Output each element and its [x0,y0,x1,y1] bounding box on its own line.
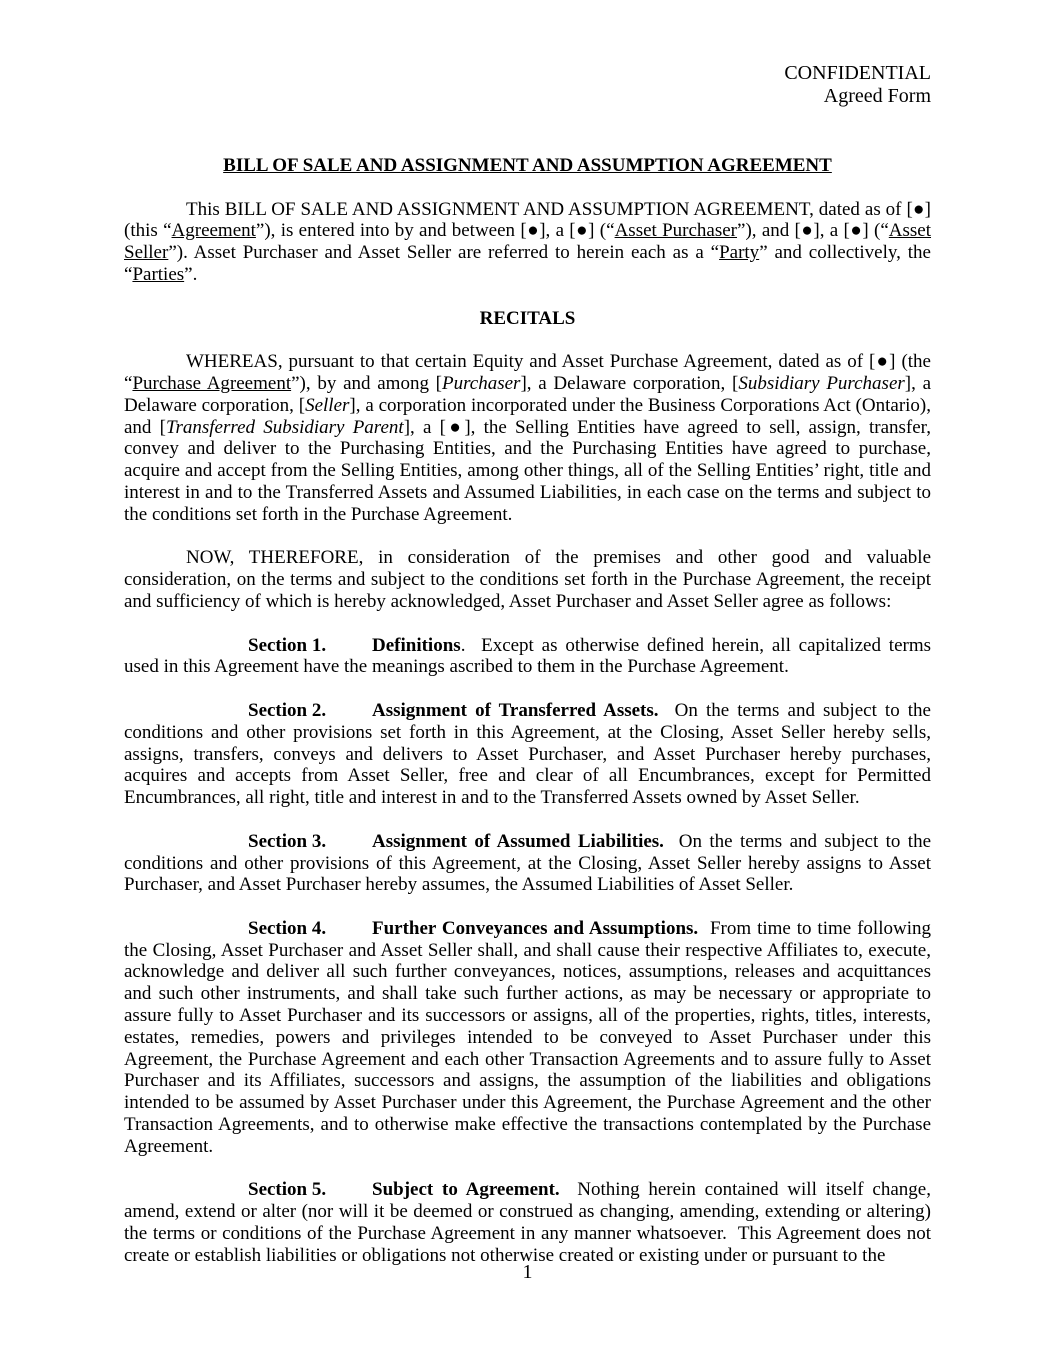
section-number: Section 3. [248,830,327,852]
page-number: 1 [522,1261,533,1283]
text-run: ”. [184,263,198,285]
section-heading: Subject to Agreement. [372,1179,560,1201]
text-run: ], a Delaware corporation, [ [124,372,932,416]
text-run: WHEREAS, pursuant to that certain Equity and Asset Purchase Agreement, dated as of [●] (the “ [124,351,931,394]
section-heading: Assignment of Assumed Liabilities. [372,830,664,852]
section-3 [124,830,936,896]
document-body [124,155,936,1288]
text-run: ], a corporation incorporated under the Business Corporations Act (Ontario), and [ [124,394,932,438]
whereas-paragraph [124,351,931,525]
defined-term: Party [719,242,760,264]
section-heading: Assignment of Transferred Assets. [372,699,659,721]
text-run: ” and collectively, the “ [124,242,931,285]
intro-paragraph [124,199,931,286]
defined-term: Purchase Agreement [132,372,292,394]
placeholder-name: Transferred Subsidiary Parent [165,416,404,438]
section-number: Section 5. [248,1179,327,1201]
section-body: Nothing herein contained will itself change, amend, extend or alter (nor will it be deemed or construed as changing, amending, extending or altering) the terms or conditions of the Purchase Agreement in any manner whatsoever. This Agreement does not create or establish liabilities or obligations not otherwise created or existing under or pursuant to the [124,1179,936,1266]
defined-term: Parties [132,263,185,285]
section-heading: Further Conveyances and Assumptions. [372,917,699,939]
recitals-section [124,351,931,613]
confidential-label: CONFIDENTIAL [784,62,931,84]
section-heading: Definitions [372,634,461,656]
sections-list [124,634,936,1267]
section-4 [124,917,936,1158]
section-body: . Except as otherwise defined herein, all capitalized terms used in this Agreement have the meanings ascribed to them in the Purchase Agreement. [124,634,936,678]
section-5 [124,1179,936,1266]
text-run: ”). Asset Purchaser and Asset Seller are referred to herein each as a “ [168,242,720,264]
now-therefore-paragraph [124,547,931,612]
section-body: On the terms and subject to the conditions and other provisions of this Agreement, at the Closing, Asset Seller hereby assigns to Asset Purchaser, and Asset Purchaser hereby assumes, the Assumed Liabilities of Asset Seller. [124,830,936,896]
text-run: ”), and [●], a [●] (“ [737,220,889,242]
recitals-heading: RECITALS [479,307,576,329]
placeholder-name: Subsidiary Purchaser [738,372,905,394]
placeholder-name: Seller [305,394,350,416]
text-run: ”), by and among [ [291,372,442,394]
section-number: Section 4. [248,917,327,939]
defined-term: Asset Purchaser [614,220,738,242]
text-run: ], a [●], the Selling Entities have agreed to sell, assign, transfer, convey and deliver to the Purchasing Entities, and the Purchasing Entities have agreed to purchase, acquire and accept from the Selling Entities, among other things, all of the Selling Entities’ right, title and interest in and to the Transferred Assets and Assumed Liabilities, in each case on the terms and subject to the conditions set forth in the Purchase Agreement. [124,416,931,525]
placeholder-name: Purchaser [442,372,521,394]
section-body: On the terms and subject to the conditions and other provisions set forth in this Agreement, at the Closing, Asset Seller hereby sells, assigns, transfers, conveys and delivers to Asset Purchaser, and Asset Purchaser hereby purchases, acquires and accepts from Asset Seller, free and clear of all Encumbrances, except for Permitted Encumbrances, all right, title and interest in and to the Transferred Assets owned by Asset Seller. [124,699,936,809]
text-run: This BILL OF SALE AND ASSIGNMENT AND ASSUMPTION AGREEMENT, dated as of [●] (this “ [124,198,931,242]
section-body: From time to time following the Closing, Asset Purchaser and Asset Seller shall, and shall cause their respective Affiliates to, execute, acknowledge and deliver all such further conveyances, notices, assumptions, releases and acquittances and such other instruments, and shall take such further actions, as may be necessary or appropriate to assure fully to Asset Purchaser and its successors or assigns, all of the properties, rights, titles, interests, estates, remedies, powers and privileges intended to be conveyed to Asset Purchaser under this Agreement, the Purchase Agreement and each other Transaction Agreements and to assure fully to Asset Purchaser and its Affiliates, successors and assigns, the assumption of the liabilities and obligations intended to be assumed by Asset Purchaser under this Agreement, the Purchase Agreement and the other Transaction Agreements, and to otherwise make effective the transactions contemplated by the Purchase Agreement. [124,917,936,1157]
agreed-form-label: Agreed Form [823,85,931,107]
section-number: Section 1. [248,634,327,656]
confidentiality-header [784,62,931,108]
text-run: NOW, THEREFORE, in consideration of the premises and other good and valuable consideration, on the terms and subject to the conditions set forth in the Purchase Agreement, the receipt and sufficiency of which is hereby acknowledged, Asset Purchaser and Asset Seller agree as follows: [124,547,931,612]
text-run: ], a Delaware corporation, [ [520,372,739,394]
defined-term: Agreement [171,220,256,242]
section-number: Section 2. [248,699,327,721]
document-title: BILL OF SALE AND ASSIGNMENT AND ASSUMPTION AGREEMENT [223,155,832,176]
text-run: ”), is entered into by and between [●], a [●] (“ [255,220,615,242]
section-2 [124,699,936,809]
defined-term: Asset Seller [124,220,932,264]
section-1 [124,634,936,679]
